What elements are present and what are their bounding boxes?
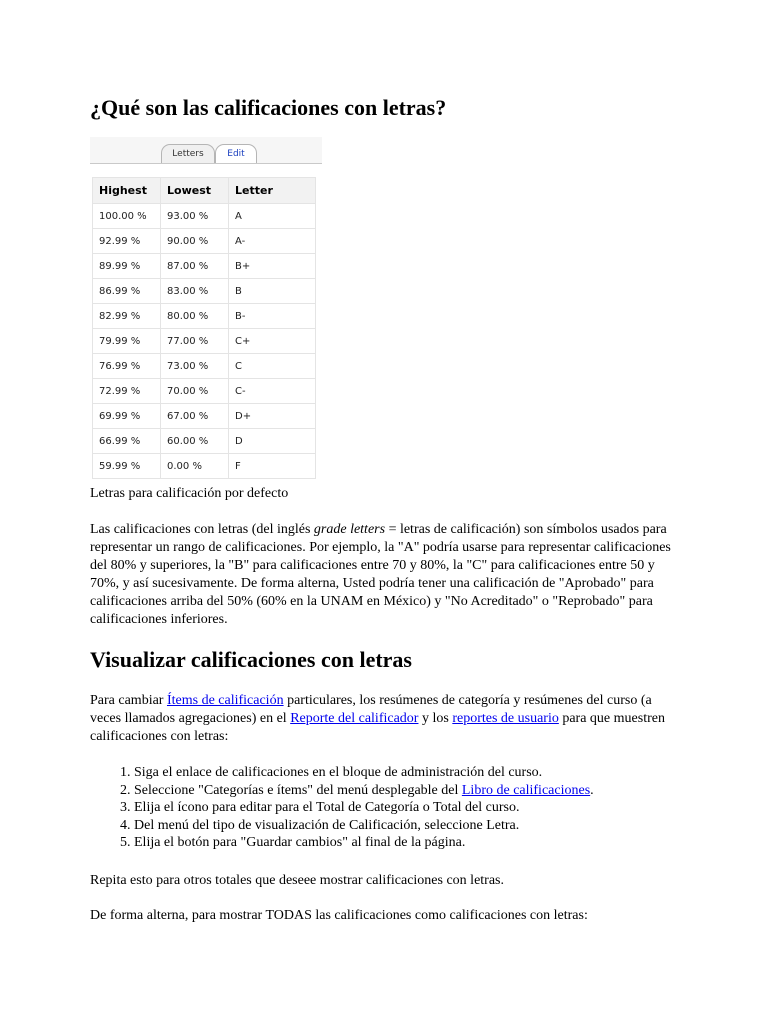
letter-cell: D+: [229, 404, 316, 429]
tab-edit[interactable]: Edit: [215, 144, 257, 163]
highest-cell: 86.99 %: [93, 279, 161, 304]
letter-cell: B: [229, 279, 316, 304]
steps-list: [90, 764, 694, 852]
highest-cell: 76.99 %: [93, 354, 161, 379]
tab-bar: [90, 137, 322, 164]
letter-cell: A: [229, 204, 316, 229]
letter-cell: B-: [229, 304, 316, 329]
letter-cell: C: [229, 354, 316, 379]
table-row: [93, 254, 316, 279]
list-item-text: Seleccione "Categorías e ítems" del menú desplegable del: [134, 782, 462, 798]
lowest-cell: 73.00 %: [161, 354, 229, 379]
lowest-cell: 80.00 %: [161, 304, 229, 329]
paragraph-instructions-intro: [90, 692, 686, 746]
column-header-highest: Highest: [93, 178, 161, 204]
paragraph-text: Para cambiar: [90, 693, 167, 708]
list-item: [134, 782, 694, 800]
paragraph-text: = letras de calificación) son símbolos usados para representar un rango de calificaciones. Por ejemplo, la "A" podría usarse para representar calificaciones del 80% y superiores, la "B" para calificaciones entre 70 y 80%, la "C" para calificaciones entre 50 y 70%, y así sucesivamente. De forma alterna, Usted podría tener una calificación de "Aprobado" para calificaciones arriba del 50% (60% en la UNAM en México) y "No Acreditado" o "Reprobado" para calificaciones inferiores.: [90, 522, 671, 627]
table-row: [93, 204, 316, 229]
heading-display-letter-grades: Visualizar calificaciones con letras: [90, 647, 412, 672]
list-item: 1. Siga el enlace de calificaciones en el bloque de administración del curso.: [134, 764, 694, 782]
paragraph-alternate: De forma alterna, para mostrar TODAS las calificaciones como calificaciones con letras:: [90, 908, 588, 923]
letter-cell: C-: [229, 379, 316, 404]
lowest-cell: 70.00 %: [161, 379, 229, 404]
link-gradebook[interactable]: Libro de calificaciones: [461, 782, 591, 798]
letter-cell: A-: [229, 229, 316, 254]
list-item-text: .: [590, 782, 594, 798]
table-row: [93, 379, 316, 404]
table-header-row: [93, 178, 316, 204]
highest-cell: 69.99 %: [93, 404, 161, 429]
list-item: 5. Elija el botón para "Guardar cambios" al final de la página.: [134, 834, 694, 852]
highest-cell: 66.99 %: [93, 429, 161, 454]
heading-what-are-letter-grades: ¿Qué son las calificaciones con letras?: [90, 95, 447, 120]
paragraph-definition: [90, 521, 680, 629]
table-row: [93, 454, 316, 479]
link-grade-items[interactable]: Ítems de calificación: [166, 693, 284, 708]
lowest-cell: 93.00 %: [161, 204, 229, 229]
highest-cell: 72.99 %: [93, 379, 161, 404]
paragraph-repeat: Repita esto para otros totales que deseee mostrar calificaciones con letras.: [90, 873, 504, 888]
highest-cell: 82.99 %: [93, 304, 161, 329]
letter-cell: C+: [229, 329, 316, 354]
table-row: [93, 279, 316, 304]
grade-letters-table: [92, 177, 316, 479]
lowest-cell: 67.00 %: [161, 404, 229, 429]
paragraph-italic-term: grade letters: [313, 522, 386, 537]
letter-cell: D: [229, 429, 316, 454]
list-item: 3. Elija el ícono para editar para el Total de Categoría o Total del curso.: [134, 799, 694, 817]
letter-cell: F: [229, 454, 316, 479]
lowest-cell: 77.00 %: [161, 329, 229, 354]
screenshot-caption: Letras para calificación por defecto: [90, 486, 289, 501]
paragraph-text: Las calificaciones con letras (del inglés: [90, 522, 314, 537]
paragraph-text: para que muestren calificaciones con letras:: [90, 711, 665, 744]
highest-cell: 89.99 %: [93, 254, 161, 279]
column-header-letter: Letter: [229, 178, 316, 204]
letter-cell: B+: [229, 254, 316, 279]
lowest-cell: 83.00 %: [161, 279, 229, 304]
highest-cell: 79.99 %: [93, 329, 161, 354]
lowest-cell: 87.00 %: [161, 254, 229, 279]
link-user-reports[interactable]: reportes de usuario: [452, 711, 559, 726]
paragraph-text: particulares, los resúmenes de categoría y resúmenes del curso (a veces llamados agregaciones) en el: [90, 693, 652, 726]
link-grader-report[interactable]: Reporte del calificador: [290, 711, 419, 726]
highest-cell: 100.00 %: [93, 204, 161, 229]
highest-cell: 59.99 %: [93, 454, 161, 479]
highest-cell: 92.99 %: [93, 229, 161, 254]
table-row: [93, 229, 316, 254]
column-header-lowest: Lowest: [161, 178, 229, 204]
tab-letters[interactable]: Letters: [161, 144, 215, 163]
lowest-cell: 60.00 %: [161, 429, 229, 454]
grade-letters-screenshot: [90, 137, 322, 485]
table-row: [93, 304, 316, 329]
lowest-cell: 0.00 %: [161, 454, 229, 479]
table-row: [93, 404, 316, 429]
list-item: 4. Del menú del tipo de visualización de Calificación, seleccione Letra.: [134, 817, 694, 835]
paragraph-text: y los: [418, 711, 453, 726]
table-row: [93, 429, 316, 454]
table-row: [93, 329, 316, 354]
table-row: [93, 354, 316, 379]
lowest-cell: 90.00 %: [161, 229, 229, 254]
